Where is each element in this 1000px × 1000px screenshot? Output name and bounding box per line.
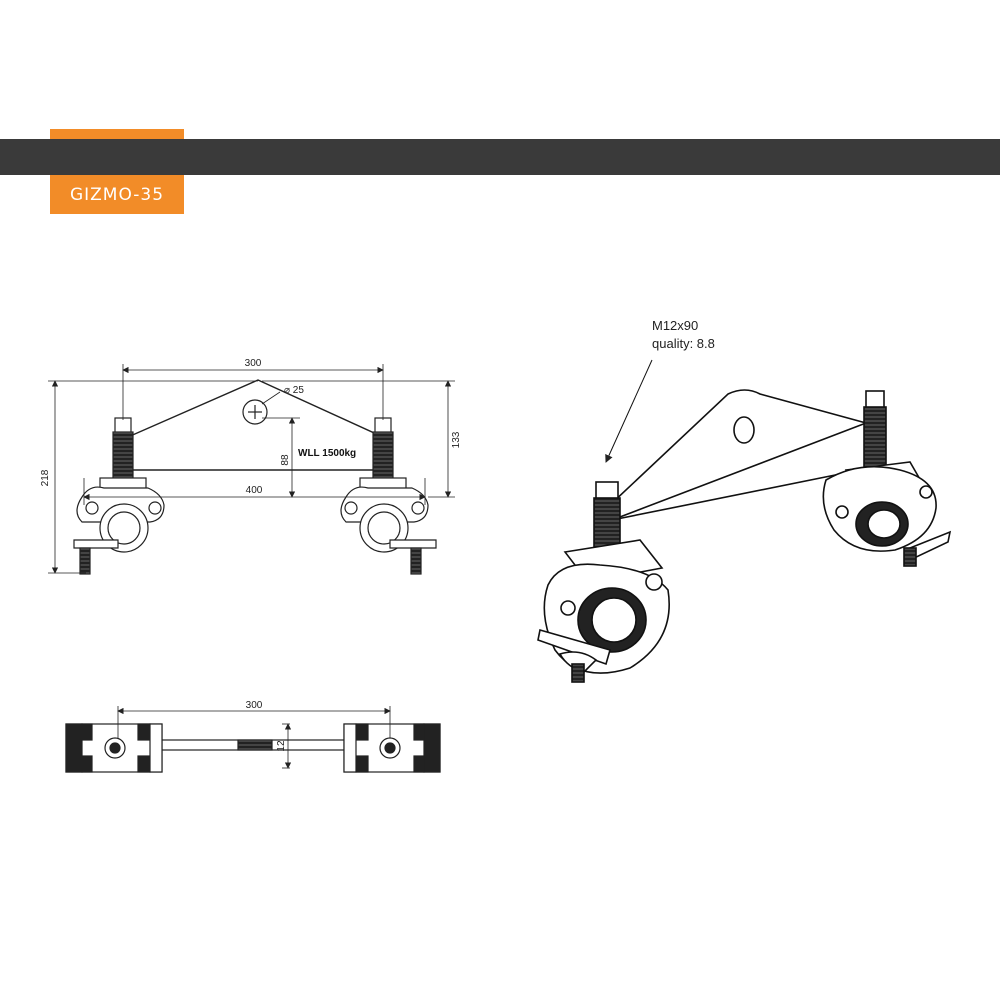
iso-plate-hole — [734, 417, 754, 443]
dim-front-88: 88 — [280, 454, 291, 466]
dim-front-300: 300 — [244, 358, 262, 369]
top-right-clamp — [344, 724, 440, 772]
front-view — [40, 358, 462, 574]
dim-top-12: 12 — [276, 740, 287, 752]
dim-front-400: 400 — [245, 485, 263, 496]
product-title: GIZMO-35 — [69, 184, 165, 205]
top-view — [66, 700, 440, 772]
dim-front-218: 218 — [40, 469, 51, 487]
isometric-view — [538, 360, 950, 682]
bolt-quality-label: quality: 8.8 — [652, 336, 715, 351]
dim-top-300: 300 — [245, 700, 263, 711]
load-label: WLL 1500kg — [298, 448, 357, 459]
top-left-clamp — [66, 724, 162, 772]
dim-front-133: 133 — [451, 431, 462, 449]
dim-hole-diameter: ⌀ 25 — [284, 385, 304, 396]
bolt-spec-label: M12x90 — [652, 318, 699, 333]
bolt-callout-leader — [606, 360, 652, 462]
